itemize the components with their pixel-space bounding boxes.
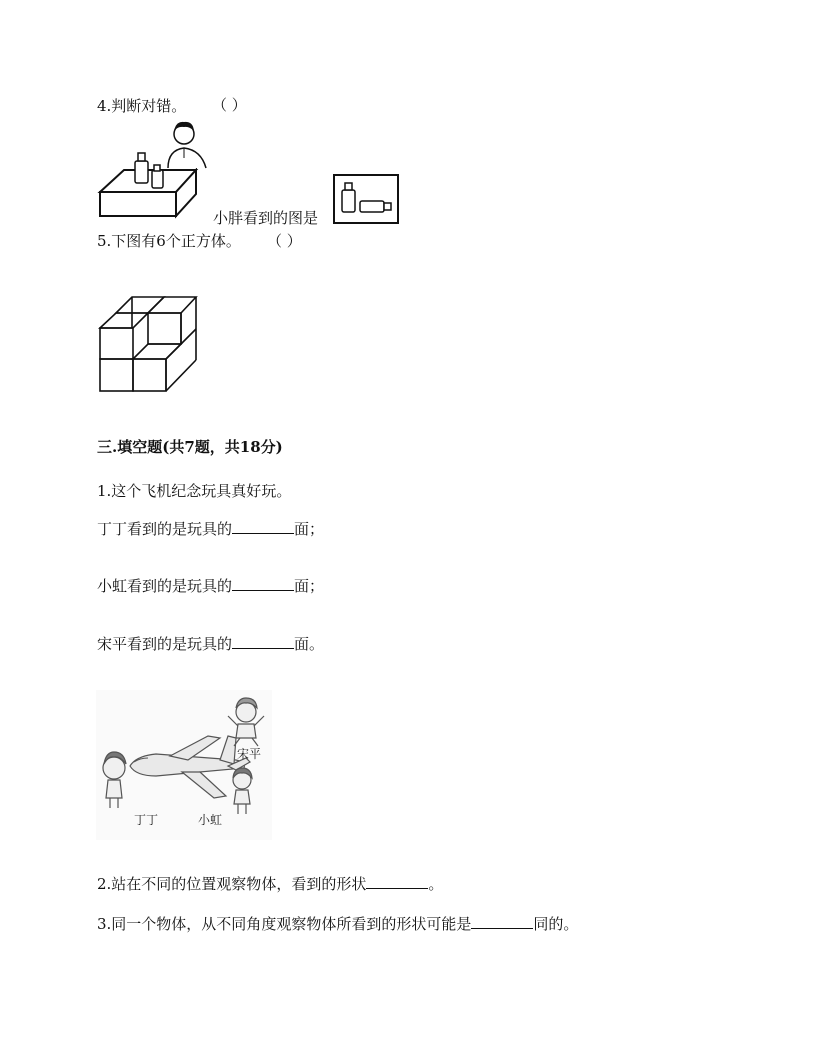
q4-answer-paren: （ ） [212, 96, 247, 114]
label-songping: 宋平 [237, 747, 262, 761]
fill1-line-text: 宋平看到的是玩具的 [97, 635, 233, 653]
answer-blank[interactable] [366, 874, 428, 889]
q4-answer-figure [333, 174, 399, 224]
fill1-line-songping [97, 634, 324, 654]
label-dingding: 丁丁 [134, 813, 159, 827]
answer-blank[interactable] [471, 914, 533, 929]
q5-answer-paren: （ ） [267, 232, 302, 250]
cubes-figure [98, 294, 200, 396]
q4-label: 4.判断对错。 [97, 97, 187, 115]
fill1-line-text: 小虹看到的是玩具的 [97, 577, 233, 595]
q4-scene-illustration [96, 118, 216, 224]
q4-caption: 小胖看到的图是 [213, 209, 319, 227]
label-xiaohong: 小虹 [198, 813, 223, 827]
fill2-text: 2.站在不同的位置观察物体，看到的形状 [97, 875, 367, 893]
fill1-line-xiaohong [97, 576, 324, 596]
fill1-line-suffix: 面； [294, 577, 325, 595]
fill3-suffix: 同的。 [533, 915, 579, 933]
answer-blank[interactable] [232, 576, 294, 591]
section-title: 三.填空题(共7题，共18分) [97, 438, 283, 456]
fill1-line-suffix: 面； [294, 520, 325, 538]
fill1-intro: 1.这个飞机纪念玩具真好玩。 [97, 482, 292, 500]
fill1-line-suffix: 面。 [294, 635, 325, 653]
fill1-line-text: 丁丁看到的是玩具的 [97, 520, 233, 538]
answer-blank[interactable] [232, 634, 294, 649]
fill3-text: 3.同一个物体，从不同角度观察物体所看到的形状可能是 [97, 915, 472, 933]
q5-label: 5.下图有6个正方体。 [97, 232, 241, 250]
answer-blank[interactable] [232, 519, 294, 534]
fill3-line [97, 914, 578, 934]
fill2-suffix: 。 [428, 875, 444, 893]
airplane-illustration [96, 690, 272, 840]
fill2-line [97, 874, 443, 894]
fill1-line-dingding [97, 519, 324, 539]
